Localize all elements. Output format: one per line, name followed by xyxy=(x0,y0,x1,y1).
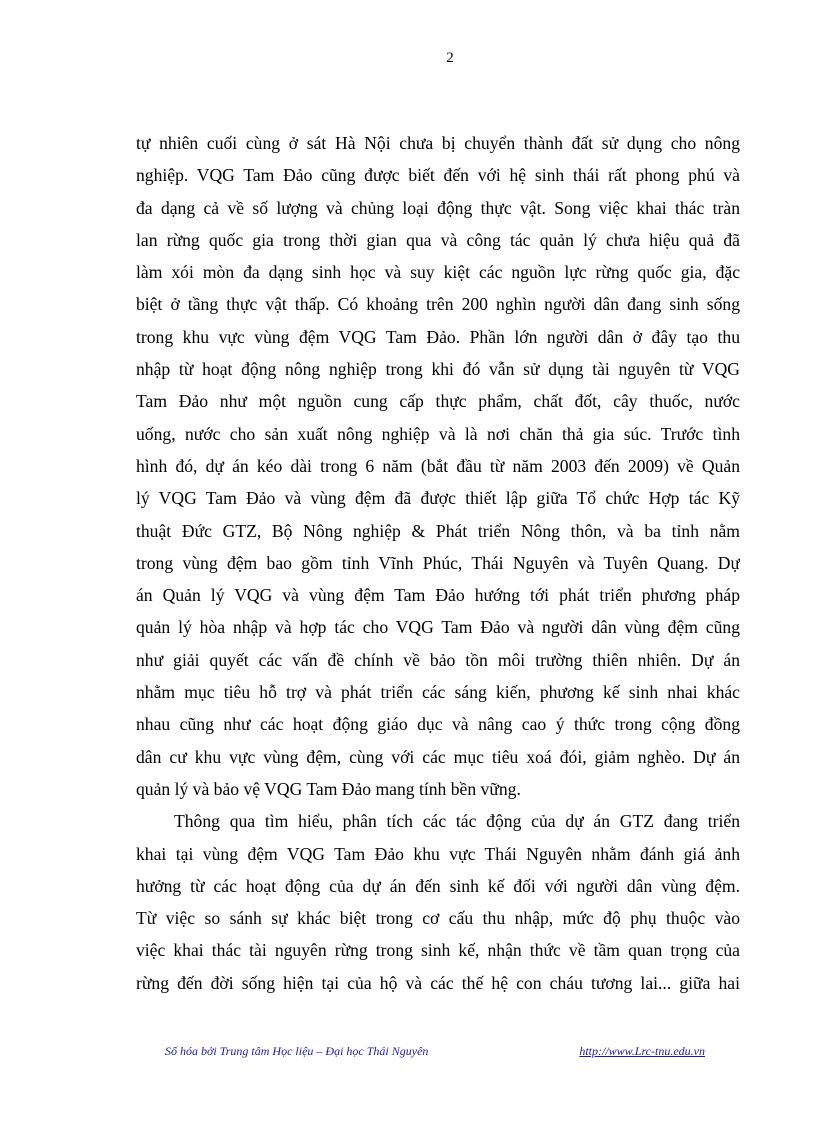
text-line: nhằm mục tiêu hỗ trợ và phát triển các sáng kiến, phương kế sinh nhai khác xyxy=(136,682,740,703)
footer-link[interactable]: http://www.Lrc-tnu.edu.vn xyxy=(579,1044,705,1058)
text-line: thuật Đức GTZ, Bộ Nông nghiệp & Phát triển Nông thôn, và ba tỉnh nằm xyxy=(136,520,740,541)
text-line: biệt ở tầng thực vật thấp. Có khoảng trên 200 nghìn người dân đang sinh sống xyxy=(136,294,740,315)
footer-attribution: Số hóa bởi Trung tâm Học liệu – Đại học Thái Nguyên xyxy=(165,1044,429,1058)
text-line: nghiệp. VQG Tam Đảo cũng được biết đến với hệ sinh thái rất phong phú và xyxy=(136,165,740,186)
text-line: hưởng từ các hoạt động của dự án đến sinh kế đối với người dân vùng đệm. xyxy=(136,875,740,896)
page-footer xyxy=(165,1044,705,1062)
text-line: làm xói mòn đa dạng sinh học và suy kiệt các nguồn lực rừng quốc gia, đặc xyxy=(136,262,740,283)
text-line: trong khu vực vùng đệm VQG Tam Đảo. Phần lớn người dân ở đây tạo thu xyxy=(136,326,740,347)
text-line: trong vùng đệm bao gồm tỉnh Vĩnh Phúc, Thái Nguyên và Tuyên Quang. Dự xyxy=(136,552,740,573)
text-line: Tam Đảo như một nguồn cung cấp thực phẩm, chất đốt, cây thuốc, nước xyxy=(136,391,740,412)
text-line: đa dạng cả về số lượng và chủng loại động thực vật. Song việc khai thác tràn xyxy=(136,197,740,218)
text-line: dân cư khu vực vùng đệm, cùng với các mục tiêu xoá đói, giảm nghèo. Dự án xyxy=(136,746,740,767)
text-line: tự nhiên cuối cùng ở sát Hà Nội chưa bị chuyển thành đất sử dụng cho nông xyxy=(136,133,740,153)
text-line: lan rừng quốc gia trong thời gian qua và công tác quản lý chưa hiệu quả đã xyxy=(136,229,740,250)
text-line: Từ việc so sánh sự khác biệt trong cơ cấu thu nhập, mức độ phụ thuộc vào xyxy=(136,908,740,929)
text-line: khai tại vùng đệm VQG Tam Đảo khu vực Thái Nguyên nhằm đánh giá ảnh xyxy=(136,843,740,864)
text-line: việc khai thác tài nguyên rừng trong sinh kế, nhận thức về tầm quan trọng của xyxy=(136,940,740,961)
text-line: như giải quyết các vấn đề chính về bảo tồn môi trường thiên nhiên. Dự án xyxy=(136,649,740,670)
text-line: nhau cũng như các hoạt động giáo dục và nâng cao ý thức trong cộng đồng xyxy=(136,714,740,735)
text-line: lý VQG Tam Đảo và vùng đệm đã được thiết lập giữa Tổ chức Hợp tác Kỹ xyxy=(136,488,740,509)
text-line: quản lý hòa nhập và hợp tác cho VQG Tam Đảo và người dân vùng đệm cũng xyxy=(136,617,740,638)
text-line: quản lý và bảo vệ VQG Tam Đảo mang tính bền vững. xyxy=(136,778,521,799)
text-line: Thông qua tìm hiểu, phân tích các tác động của dự án GTZ đang triển xyxy=(174,811,740,832)
text-line: hình đó, dự án kéo dài trong 6 năm (bắt đầu từ năm 2003 đến 2009) về Quản xyxy=(136,455,740,476)
paragraph-1 xyxy=(136,127,740,805)
text-line: rừng đến đời sống hiện tại của hộ và các thế hệ con cháu tương lai... giữa hai xyxy=(136,972,740,993)
page-number: 2 xyxy=(446,50,454,66)
document-body xyxy=(136,127,740,999)
text-line: nhập từ hoạt động nông nghiệp trong khi đó vẫn sử dụng tài nguyên từ VQG xyxy=(136,359,740,380)
text-line: án Quản lý VQG và vùng đệm Tam Đảo hướng tới phát triển phương pháp xyxy=(136,585,740,606)
paragraph-2 xyxy=(136,805,740,999)
text-line: uống, nước cho sản xuất nông nghiệp và là nơi chăn thả gia súc. Trước tình xyxy=(136,423,740,444)
